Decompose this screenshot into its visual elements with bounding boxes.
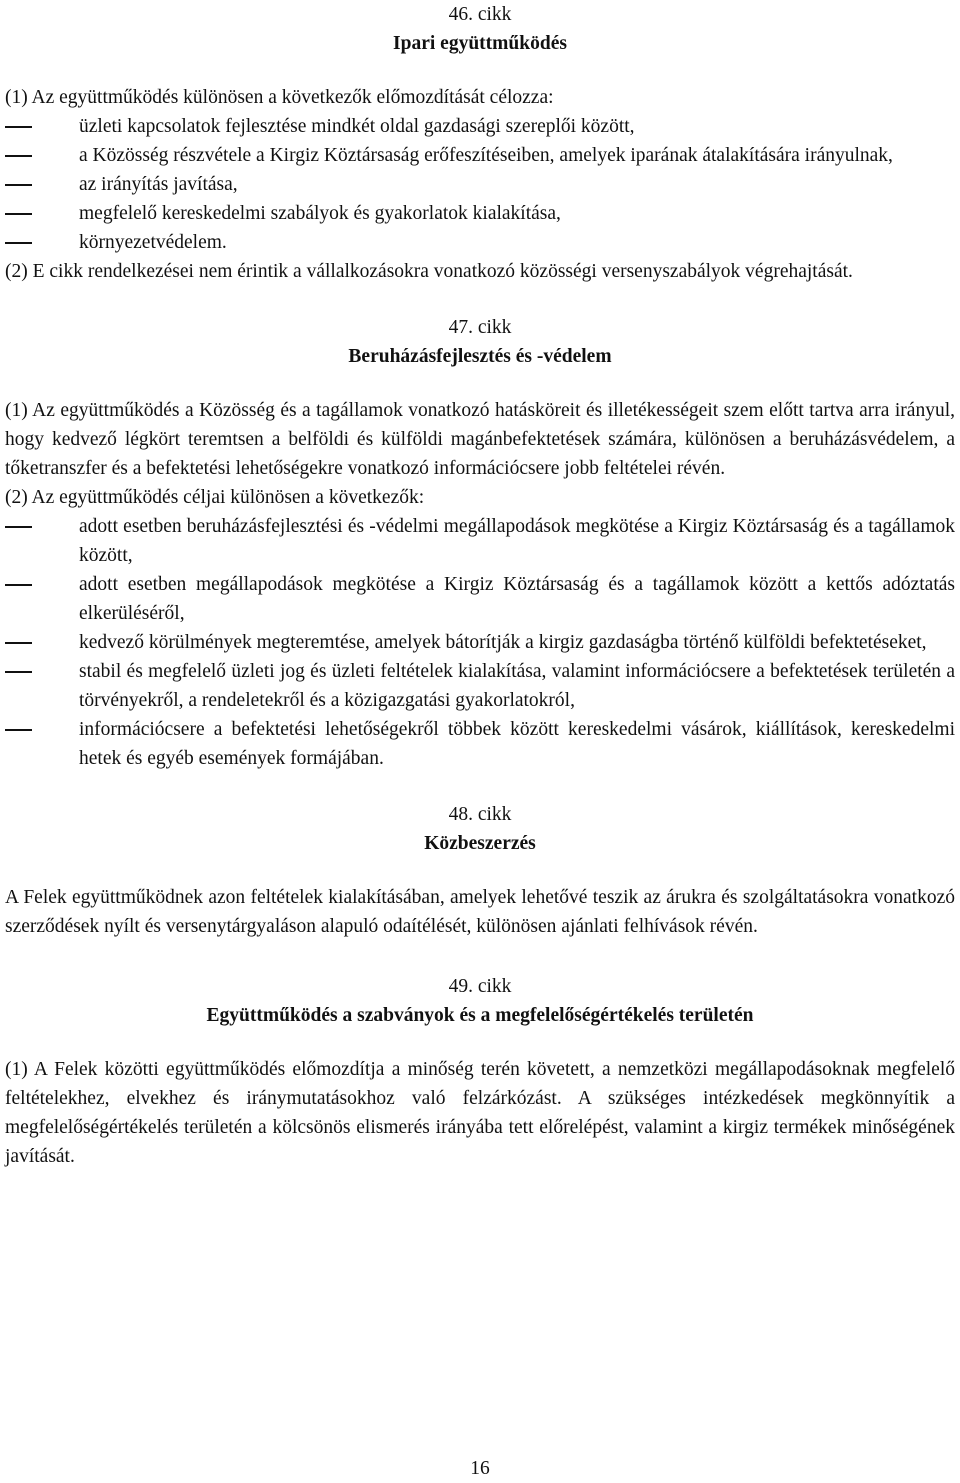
list-item: adott esetben megállapodások megkötése a Kirgiz Köztársaság és a tagállamok között a kettős adóztatás elkerüléséről, xyxy=(5,570,955,628)
article-46-paragraph-1: (1) Az együttműködés különösen a következők előmozdítását célozza: xyxy=(5,87,554,108)
list-item: az irányítás javítása, xyxy=(5,170,955,199)
dash-icon xyxy=(5,242,32,244)
list-item: kedvező körülmények megteremtése, amelyek bátorítják a kirgiz gazdaságba történő külföldi befektetéseket, xyxy=(5,628,955,657)
article-47-title: Beruházásfejlesztés és -védelem xyxy=(348,346,612,367)
article-47-list xyxy=(5,512,955,773)
article-49-title: Együttműködés a szabványok és a megfelelőségértékelés területén xyxy=(206,1005,754,1026)
article-49-number: 49. cikk xyxy=(448,976,512,997)
article-46-title: Ipari együttműködés xyxy=(393,33,567,54)
article-48-number: 48. cikk xyxy=(448,804,512,825)
list-item: üzleti kapcsolatok fejlesztése mindkét oldal gazdasági szereplői között, xyxy=(5,112,955,141)
article-46-list xyxy=(5,112,955,257)
article-47-number: 47. cikk xyxy=(448,317,512,338)
dash-icon xyxy=(5,526,32,528)
dash-icon xyxy=(5,584,32,586)
article-46-number: 46. cikk xyxy=(448,4,512,25)
list-item: stabil és megfelelő üzleti jog és üzleti feltételek kialakítása, valamint információcsere a befektetések területén a törvényekről, a rendeletekről és a közigazgatási gyakorlatokról, xyxy=(5,657,955,715)
article-47-paragraph-1: (1) Az együttműködés a Közösség és a tagállamok vonatkozó hatásköreit és illetékességeit szem előtt tartva arra irányul, hogy kedvező légkört teremtsen a belföldi és külföldi magánbefektetések számára, különösen a beruházásvédelem, a tőketranszfer és a befektetési lehetőségekre vonatkozó információcsere jobb feltételei révén. xyxy=(5,400,955,479)
dash-icon xyxy=(5,155,32,157)
dash-icon xyxy=(5,213,32,215)
dash-icon xyxy=(5,729,32,731)
article-49-paragraph-1: (1) A Felek közötti együttműködés előmozdítja a minőség terén követett, a nemzetközi megállapodásoknak megfelelő feltételekhez, elvekhez és iránymutatásokhoz való felzárkózást. A szükséges intézkedések megkönnyítik a megfelelőségértékelés területén a kölcsönös elismerés irányába tett előrelépést, valamint a kirgiz termékek minőségének javítását. xyxy=(5,1059,955,1167)
article-48-paragraph-1: A Felek együttműködnek azon feltételek kialakításában, amelyek lehetővé teszik az árukra és szolgáltatásokra vonatkozó szerződések nyílt és versenytárgyaláson alapuló odaítélését, különösen ajánlati felhívások révén. xyxy=(5,887,955,937)
list-item: adott esetben beruházásfejlesztési és -védelmi megállapodások megkötése a Kirgiz Köztársaság és a tagállamok között, xyxy=(5,512,955,570)
list-item: a Közösség részvétele a Kirgiz Köztársaság erőfeszítéseiben, amelyek iparának átalakítására irányulnak, xyxy=(5,141,955,170)
document-page xyxy=(5,0,955,1171)
article-46-paragraph-2: (2) E cikk rendelkezései nem érintik a vállalkozásokra vonatkozó közösségi versenyszabályok végrehajtását. xyxy=(5,261,853,282)
list-item: környezetvédelem. xyxy=(5,228,955,257)
dash-icon xyxy=(5,126,32,128)
dash-icon xyxy=(5,642,32,644)
article-48-title: Közbeszerzés xyxy=(424,833,536,854)
list-item: információcsere a befektetési lehetőségekről többek között kereskedelmi vásárok, kiállítások, kereskedelmi hetek és egyéb események formájában. xyxy=(5,715,955,773)
dash-icon xyxy=(5,184,32,186)
article-47-paragraph-2: (2) Az együttműködés céljai különösen a következők: xyxy=(5,487,425,508)
list-item: megfelelő kereskedelmi szabályok és gyakorlatok kialakítása, xyxy=(5,199,955,228)
page-number: 16 xyxy=(470,1458,490,1479)
dash-icon xyxy=(5,671,32,673)
